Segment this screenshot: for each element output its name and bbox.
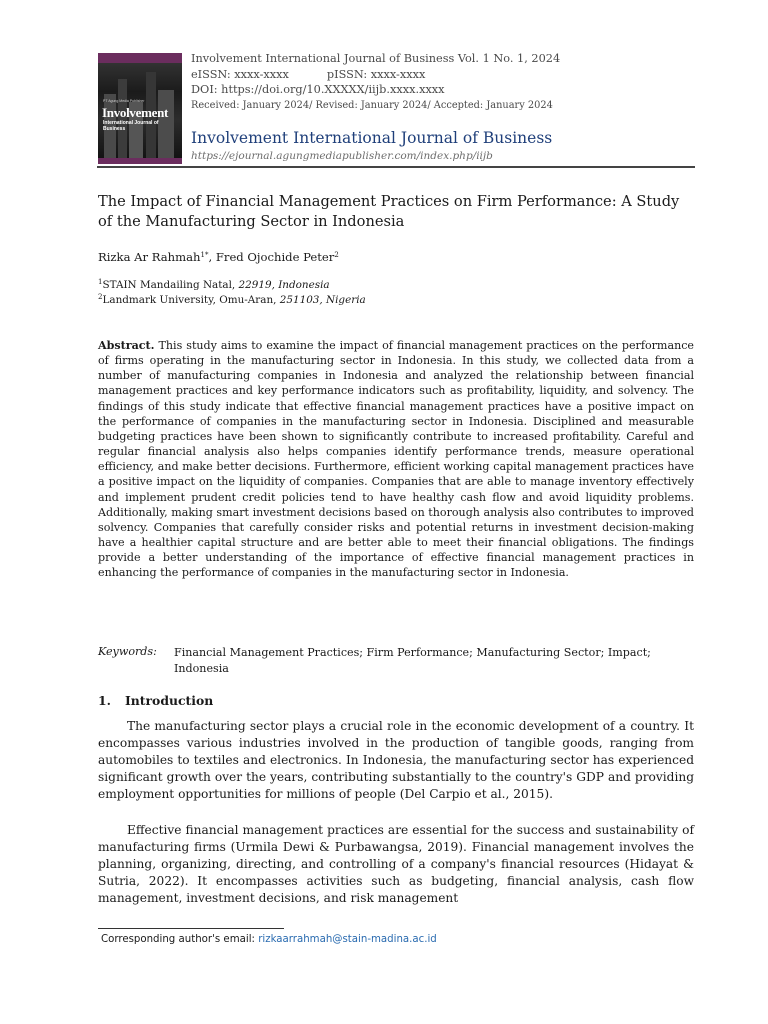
pissn: pISSN: xxxx-xxxx xyxy=(326,68,426,81)
section-title: Introduction xyxy=(125,693,214,708)
issn-line xyxy=(191,68,425,82)
dates-line: Received: January 2024/ Revised: January 2024/ Accepted: January 2024 xyxy=(191,100,553,111)
author-separator: , xyxy=(208,250,216,264)
paper-title: The Impact of Financial Management Practices on Firm Performance: A Study of the Manufacturing Sector in Indonesia xyxy=(98,193,680,230)
keywords-text: Financial Management Practices; Firm Performance; Manufacturing Sector; Impact; Indonesia xyxy=(174,646,651,675)
author-list xyxy=(98,250,339,264)
section-heading xyxy=(98,693,213,708)
affiliation-place: 251103, Nigeria xyxy=(279,294,366,306)
cover-logo-word: Involvement xyxy=(102,105,169,120)
eissn: eISSN: xxxx-xxxx xyxy=(191,68,289,81)
affiliation-org: Landmark University, Omu-Aran, xyxy=(102,294,280,306)
abstract-text: This study aims to examine the impact of financial management practices on the performance of firms operating in the manufacturing sector in Indonesia. In this study, we collected data from a number of manufacturing companies in Indonesia and analyzed the relationship between financial management practices and key performance indicators such as profitability, liquidity, and solvency. The findings of this study indicate that effective financial management practices have a positive impact on the performance of companies in the manufacturing sector in Indonesia. Disciplined and measurable budgeting practices have been shown to significantly contribute to increased profitability. Careful and regular financial analysis also helps companies identify performance trends, measure operational efficiency, and make better decisions. Furthermore, efficient working capital management practices have a positive impact on the liquidity of companies. Companies that are able to manage inventory effectively and implement prudent credit policies tend to have healthy cash flow and avoid liquidity problems. Additionally, making smart investment decisions based on thorough analysis also contributes to improved solvency. Companies that carefully consider risks and potential returns in investment decision-making have a healthier capital structure and are better able to meet their financial obligations. The findings provide a better understanding of the importance of effective financial management practices in enhancing the performance of companies in the manufacturing sector in Indonesia. xyxy=(98,339,694,580)
section-number: 1. xyxy=(98,693,111,708)
cover-bottom-band xyxy=(98,158,182,164)
affiliation xyxy=(98,294,366,306)
footnote-divider xyxy=(98,928,284,929)
journal-name: Involvement International Journal of Business xyxy=(191,129,553,147)
affiliation-org: STAIN Mandailing Natal, xyxy=(102,279,239,291)
cover-logo-subtitle: International Journal of Business xyxy=(103,120,159,132)
affiliation-mark: 1 xyxy=(98,278,103,286)
journal-cover-image xyxy=(98,53,182,164)
author-affiliation-mark: 2 xyxy=(334,251,339,259)
body-paragraph: Effective financial management practices are essential for the success and sustainability of manufacturing firms (Urmila Dewi & Purbawangsa, 2019). Financial management involves the planning, organizing, directing, and controlling of a company's financial resources (Hidayat & Sutria, 2022). It encompasses activities such as budgeting, financial analysis, cash flow management, investment decisions, and risk management xyxy=(98,823,694,905)
corresponding-email-link[interactable]: rizkaarrahmah@stain-madina.ac.id xyxy=(258,934,437,945)
abstract-label: Abstract. xyxy=(98,339,155,352)
author-name: Fred Ojochide Peter xyxy=(215,250,335,264)
journal-url[interactable]: https://ejournal.agungmediapublisher.com/index.php/iijb xyxy=(191,150,493,162)
body-paragraph: The manufacturing sector plays a crucial role in the economic development of a country. It encompasses various industries involved in the production of tangible goods, ranging from automobiles to textiles and electronics. In Indonesia, the manufacturing sector has experienced significant growth over the years, contributing substantially to the country's GDP and providing employment opportunities for millions of people (Del Carpio et al., 2015). xyxy=(98,719,694,801)
affiliation-mark: 2 xyxy=(98,293,103,301)
citation-line: Involvement International Journal of Business Vol. 1 No. 1, 2024 xyxy=(191,52,561,65)
affiliation xyxy=(98,279,330,291)
author-name: Rizka Ar Rahmah xyxy=(98,250,201,264)
cover-publisher: PT Agung Media Publisher xyxy=(103,99,145,103)
doi-line: DOI: https://doi.org/10.XXXXX/iijb.xxxx.xxxx xyxy=(191,83,445,96)
footnote-label: Corresponding author's email: xyxy=(101,934,259,945)
footnote xyxy=(101,934,437,945)
author-affiliation-mark: 1* xyxy=(200,251,209,259)
cover-top-band xyxy=(98,53,182,63)
abstract xyxy=(98,338,694,581)
header-divider xyxy=(97,166,695,168)
keywords-label: Keywords: xyxy=(98,645,157,658)
affiliation-place: 22919, Indonesia xyxy=(238,279,330,291)
